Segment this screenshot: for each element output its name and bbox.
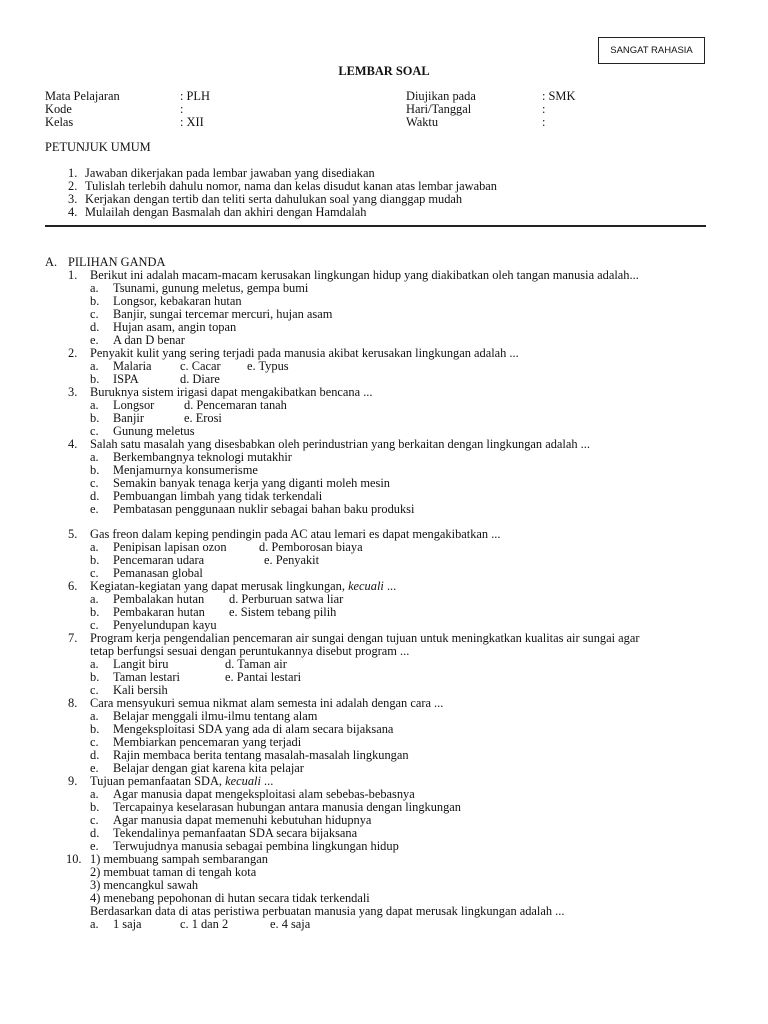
section-letter: A. bbox=[45, 255, 58, 269]
option-text-column-2: d. Perburuan satwa liar bbox=[229, 591, 344, 606]
option-text: Pencemaran udara bbox=[113, 552, 205, 567]
question-text: tetap berfungsi sesuai dengan peruntukannya disebut program ... bbox=[90, 643, 410, 658]
option-letter: a. bbox=[90, 916, 99, 931]
option-letter: a. bbox=[90, 358, 99, 373]
question-text: Program kerja pengendalian pencemaran air sungai dengan tujuan untuk meningkatkan kualitas air sungai agar bbox=[90, 631, 640, 645]
divider-line bbox=[45, 225, 706, 227]
option-letter: c. bbox=[90, 682, 99, 697]
option-letter: a. bbox=[90, 656, 99, 671]
option-text-column-2: d. Taman air bbox=[225, 656, 287, 671]
option-text: Belajar dengan giat karena kita pelajar bbox=[113, 760, 304, 775]
option-text: Mengeksploitasi SDA yang ada di alam secara bijaksana bbox=[113, 721, 394, 736]
option-letter: b. bbox=[90, 721, 100, 736]
option-text: Pemanasan global bbox=[113, 565, 203, 580]
instructions-heading: PETUNJUK UMUM bbox=[45, 140, 151, 154]
option-letter: b. bbox=[90, 371, 100, 386]
option-letter: a. bbox=[90, 280, 99, 295]
option-letter: d. bbox=[90, 747, 100, 762]
option-text-column-2: e. Erosi bbox=[184, 410, 222, 425]
question-text-suffix: ... bbox=[383, 579, 397, 593]
option-text: Agar manusia dapat memenuhi kebutuhan hidupnya bbox=[113, 812, 372, 827]
option-letter: c. bbox=[90, 617, 99, 632]
option-text-column-2: c. Cacar bbox=[180, 358, 221, 373]
question-number: 2. bbox=[68, 346, 78, 360]
instruction-number: 3. bbox=[68, 192, 78, 206]
option-text: Tsunami, gunung meletus, gempa bumi bbox=[113, 280, 309, 295]
instruction-number: 1. bbox=[68, 166, 78, 180]
question-text: Cara mensyukuri semua nikmat alam semesta ini adalah dengan cara ... bbox=[90, 696, 444, 710]
option-letter: b. bbox=[90, 293, 100, 308]
question-text: Gas freon dalam keping pendingin pada AC atau lemari es dapat mengakibatkan ... bbox=[90, 527, 501, 541]
option-text: Malaria bbox=[113, 358, 152, 373]
option-letter: d. bbox=[90, 319, 100, 334]
instruction-item: Kerjakan dengan tertib dan teliti serta dahulukan soal yang dianggap mudah bbox=[85, 192, 463, 206]
question-number: 9. bbox=[68, 774, 78, 788]
header-value-time: : bbox=[542, 115, 546, 129]
header-value-class: : XII bbox=[180, 115, 204, 129]
option-text: Berkembangnya teknologi mutakhir bbox=[113, 449, 292, 464]
question-text: 2) membuat taman di tengah kota bbox=[90, 864, 257, 879]
option-letter: c. bbox=[90, 423, 99, 438]
option-letter: e. bbox=[90, 501, 99, 516]
question-text-suffix: ... bbox=[260, 774, 274, 788]
option-letter: d. bbox=[90, 825, 100, 840]
option-text: Agar manusia dapat mengeksploitasi alam sebebas-bebasnya bbox=[113, 786, 415, 801]
option-letter: a. bbox=[90, 786, 99, 801]
option-letter: a. bbox=[90, 591, 99, 606]
option-letter: a. bbox=[90, 397, 99, 412]
header-value-tested-at: : SMK bbox=[542, 89, 576, 103]
instruction-number: 2. bbox=[68, 179, 78, 193]
header-label-code: Kode bbox=[45, 102, 72, 116]
option-text-column-2: c. 1 dan 2 bbox=[180, 916, 229, 931]
option-letter: a. bbox=[90, 449, 99, 464]
header-label-subject: Mata Pelajaran bbox=[45, 89, 120, 103]
question-text: Buruknya sistem irigasi dapat mengakibatkan bencana ... bbox=[90, 385, 373, 399]
option-letter: e. bbox=[90, 332, 99, 347]
option-letter: b. bbox=[90, 669, 100, 684]
question-number: 8. bbox=[68, 696, 78, 710]
option-text: Longsor, kebakaran hutan bbox=[113, 293, 242, 308]
option-text-column-2: d. Pencemaran tanah bbox=[184, 397, 287, 412]
question-text: 3) mencangkul sawah bbox=[90, 877, 199, 892]
option-letter: c. bbox=[90, 812, 99, 827]
option-text: Membiarkan pencemaran yang terjadi bbox=[113, 734, 302, 749]
option-text: Pembuangan limbah yang tidak terkendali bbox=[113, 488, 323, 503]
option-letter: d. bbox=[90, 488, 100, 503]
header-value-code: : bbox=[180, 102, 184, 116]
question-number: 4. bbox=[68, 437, 78, 451]
question-number: 10. bbox=[66, 852, 82, 866]
option-text: Banjir, sungai tercemar mercuri, hujan asam bbox=[113, 306, 333, 321]
question-text: Berdasarkan data di atas peristiwa perbuatan manusia yang dapat merusak lingkungan adalah ... bbox=[90, 903, 565, 918]
header-value-date: : bbox=[542, 102, 546, 116]
option-text: Tercapainya keselarasan hubungan antara manusia dengan lingkungan bbox=[113, 799, 461, 814]
section-title: PILIHAN GANDA bbox=[68, 255, 166, 269]
option-text: Langit biru bbox=[113, 656, 169, 671]
option-text: Kali bersih bbox=[113, 682, 168, 697]
option-text-column-2: e. Sistem tebang pilih bbox=[229, 604, 337, 619]
option-text-column-3: e. 4 saja bbox=[270, 916, 311, 931]
header-label-tested-at: Diujikan pada bbox=[406, 89, 476, 103]
option-text: Taman lestari bbox=[113, 669, 180, 684]
option-text: Pembalakan hutan bbox=[113, 591, 205, 606]
option-text: Terwujudnya manusia sebagai pembina lingkungan hidup bbox=[113, 838, 399, 853]
option-letter: e. bbox=[90, 760, 99, 775]
question-number: 6. bbox=[68, 579, 78, 593]
question-text: Penyakit kulit yang sering terjadi pada manusia akibat kerusakan lingkungan adalah ... bbox=[90, 346, 519, 360]
option-text: 1 saja bbox=[113, 916, 142, 931]
option-letter: c. bbox=[90, 306, 99, 321]
option-text: Pembakaran hutan bbox=[113, 604, 205, 619]
option-letter: b. bbox=[90, 462, 100, 477]
option-letter: a. bbox=[90, 539, 99, 554]
confidential-badge: SANGAT RAHASIA bbox=[598, 37, 705, 64]
question-text: 4) menebang pepohonan di hutan secara tidak terkendali bbox=[90, 890, 370, 905]
emphasis-text: kecuali bbox=[348, 579, 384, 593]
option-text-column-2: e. Penyakit bbox=[264, 552, 320, 567]
option-text: Rajin membaca berita tentang masalah-masalah lingkungan bbox=[113, 747, 409, 762]
question-number: 1. bbox=[68, 268, 78, 282]
option-text-column-3: e. Typus bbox=[247, 358, 289, 373]
option-text-column-2: d. Pemborosan biaya bbox=[259, 539, 363, 554]
question-text: Kegiatan-kegiatan yang dapat merusak lingkungan, kecuali ... bbox=[90, 579, 397, 593]
option-text: Penyelundupan kayu bbox=[113, 617, 217, 632]
header-value-subject: : PLH bbox=[180, 89, 210, 103]
question-text: Salah satu masalah yang disesbabkan oleh perindustrian yang berkaitan dengan lingkungan adalah ... bbox=[90, 437, 590, 451]
option-text: Longsor bbox=[113, 397, 155, 412]
instruction-number: 4. bbox=[68, 205, 78, 219]
header-label-date: Hari/Tanggal bbox=[406, 102, 472, 116]
option-text: ISPA bbox=[113, 371, 139, 386]
question-number: 5. bbox=[68, 527, 78, 541]
option-text: Pembatasan penggunaan nuklir sebagai bahan baku produksi bbox=[113, 501, 415, 516]
option-text: Menjamurnya konsumerisme bbox=[113, 462, 258, 477]
question-text: 1) membuang sampah sembarangan bbox=[90, 852, 268, 866]
option-text: Penipisan lapisan ozon bbox=[113, 539, 227, 554]
option-text: Banjir bbox=[113, 410, 144, 425]
option-letter: e. bbox=[90, 838, 99, 853]
instruction-item: Mulailah dengan Basmalah dan akhiri dengan Hamdalah bbox=[85, 205, 367, 219]
question-text: Tujuan pemanfaatan SDA, kecuali ... bbox=[90, 774, 274, 788]
question-number: 7. bbox=[68, 631, 78, 645]
option-text-column-2: e. Pantai lestari bbox=[225, 669, 302, 684]
option-letter: c. bbox=[90, 475, 99, 490]
instruction-item: Tulislah terlebih dahulu nomor, nama dan kelas disudut kanan atas lembar jawaban bbox=[85, 179, 497, 193]
document-title: LEMBAR SOAL bbox=[338, 64, 430, 78]
question-number: 3. bbox=[68, 385, 78, 399]
option-letter: a. bbox=[90, 708, 99, 723]
option-text: Belajar menggali ilmu-ilmu tentang alam bbox=[113, 708, 318, 723]
option-text: Semakin banyak tenaga kerja yang diganti moleh mesin bbox=[113, 475, 390, 490]
option-text: Hujan asam, angin topan bbox=[113, 319, 237, 334]
option-letter: c. bbox=[90, 565, 99, 580]
option-letter: b. bbox=[90, 604, 100, 619]
option-text: Gunung meletus bbox=[113, 423, 195, 438]
option-letter: b. bbox=[90, 410, 100, 425]
option-text-column-2: d. Diare bbox=[180, 371, 220, 386]
header-label-class: Kelas bbox=[45, 115, 74, 129]
option-text: A dan D benar bbox=[113, 332, 185, 347]
question-text: Berikut ini adalah macam-macam kerusakan lingkungan hidup yang diakibatkan oleh tangan manusia adalah... bbox=[90, 268, 639, 282]
option-text: Tekendalinya pemanfaatan SDA secara bijaksana bbox=[113, 825, 358, 840]
emphasis-text: kecuali bbox=[225, 774, 261, 788]
option-letter: b. bbox=[90, 799, 100, 814]
option-letter: c. bbox=[90, 734, 99, 749]
option-letter: b. bbox=[90, 552, 100, 567]
header-label-time: Waktu bbox=[406, 115, 439, 129]
instruction-item: Jawaban dikerjakan pada lembar jawaban yang disediakan bbox=[85, 166, 375, 180]
